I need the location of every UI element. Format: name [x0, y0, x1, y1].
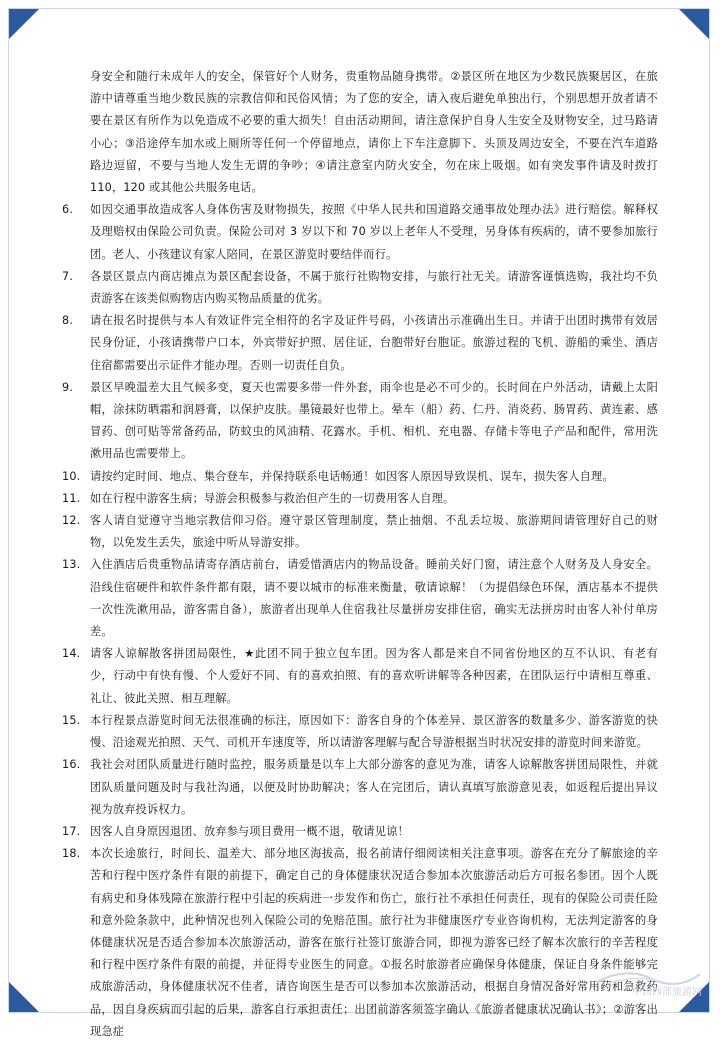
list-item	[62, 754, 658, 821]
item-text: 各景区景点内商店摊点为景区配套设备，不属于旅行社购物安排，与旅行社无关。请游客谨慎选购，我社均不负责游客在该类似购物店内购买物品质量的优劣。	[90, 269, 658, 306]
item-number: 8.	[62, 314, 74, 328]
list-item	[62, 510, 658, 554]
item-text: 因客人自身原因退团、放弃参与项目费用一概不退，敬请见谅！	[90, 824, 409, 838]
list-item	[62, 554, 658, 643]
item-text: 请在报名时提供与本人有效证件完全相符的名字及证件号码，小孩请出示准确出生日。并请于出团时携带有效居民身份证，小孩请携带户口本，外宾带好护照、居住证，台胞带好台胞证。旅游过程的飞机、游船的乘坐、酒店住宿都需要出示证件才能办理。否则一切责任自负。	[90, 314, 658, 372]
list-item	[62, 199, 658, 266]
item-number: 7.	[62, 269, 74, 283]
item-text: 景区早晚温差大且气候多变，夏天也需要多带一件外套，雨伞也是必不可少的。长时间在户外活动，请戴上太阳帽，涂抹防晒霜和润唇膏，以保护皮肤。墨镜最好也带上。晕车（船）药、仁丹、消炎药、肠胃药、黄连素、感冒药、创可贴等常备药品，防蚊虫的风油精、花露水。手机、相机、充电器、存储卡等电子产品和配件，常用洗漱用品也需要带上。	[90, 380, 658, 461]
item-text: 如在行程中游客生病；导游会积极参与救治但产生的一切费用客人自理。	[90, 491, 455, 505]
list-item	[62, 821, 658, 843]
list-item	[62, 643, 658, 710]
item-number: 9.	[62, 380, 74, 394]
list-item	[62, 488, 658, 510]
item-number: 13.	[62, 558, 81, 572]
item-text: 请客人谅解散客拼团局限性，★此团不同于独立包车团。因为客人都是来自不同省份地区的互不认识、有老有少，行动中有快有慢、个人爱好不同、有的喜欢拍照、有的喜欢听讲解等各种因素，在团队运行中请相互尊重、礼让、彼此关照、相互理解。	[90, 647, 658, 705]
corner-ornament	[9, 9, 39, 39]
wave-logo-icon	[592, 969, 702, 987]
list-item	[62, 843, 658, 1043]
item-number: 14.	[62, 647, 81, 661]
item-number: 16.	[62, 758, 81, 772]
list-item	[62, 466, 658, 488]
item-text: 客人请自觉遵守当地宗教信仰习俗。遵守景区管理制度，禁止抽烟、不乱丢垃圾、旅游期间请管理好自己的财物，以免发生丢失，旅途中听从导游安排。	[90, 514, 658, 550]
item-text: 如因交通事故造成客人身体伤害及财物损失，按照《中华人民共和国道路交通事故处理办法》进行赔偿。解释权及理赔权由保险公司负责。保险公司对 3 岁以下和 70 岁以上老年人不受理，另身体有疾病的，请不要参加旅行团。老人、小孩建议有家人陪同，在景区游览时要结伴而行。	[90, 203, 658, 261]
item-number: 17.	[62, 824, 81, 838]
list-item	[62, 710, 658, 754]
item-text: 本次长途旅行，时间长、温差大、部分地区海拔高，报名前请仔细阅读相关注意事项。游客在充分了解旅途的辛苦和行程中医疗条件有限的前提下，确定自己的身体健康状况适合参加本次旅游活动后方可报名参团。因个人既有病史和身体残障在旅游行程中引起的疾病进一步发作和伤亡，旅行社不承担任何责任，现有的保险公司责任险和意外险条款中，此种情况也列入保险公司的免赔范围。旅行社为非健康医疗专业咨询机构，无法判定游客的身体健康状况是否适合参加本次旅游活动，游客在旅行社签订旅游合同，即视为游客已经了解本次旅行的辛苦程度和行程中医疗条件有限的前提，并征得专业医生的同意。①报名时旅游者应确保身体健康，保证自身条件能够完成旅游活动，身体健康状况不佳者，请咨询医生是否可以参加本次旅游活动，根据自身情况备好常用药和急救药品，因自身疾病而引起的后果，游客自行承担责任；出团前游客须签字确认《旅游者健康状况确认书》；②游客出现急症	[90, 847, 658, 1038]
notice-list	[62, 199, 658, 1043]
item-text: 我社会对团队质量进行随时监控，服务质量是以车上大部分游客的意见为准，请客人谅解散客拼团局限性，并就团队质量问题及时与我社沟通，以便及时协助解决；客人在完团后，请认真填写旅游意见表，如返程后提出异议视为放弃投诉权力。	[90, 758, 658, 816]
item-number: 11.	[62, 491, 81, 505]
item-text: 请按约定时间、地点、集合登车，并保持联系电话畅通！如因客人原因导致误机、误车，损失客人自理。	[90, 469, 614, 483]
watermark-logo	[582, 969, 702, 1005]
item-text: 本行程景点游览时间无法很准确的标注，原因如下：游客自身的个体差异、景区游客的数量多少、游客游览的快慢、沿途观光拍照、天气、司机开车速度等，所以请游客理解与配合导游根据当时状况安排的游览时间来游览。	[90, 713, 658, 750]
list-item	[62, 310, 658, 377]
list-item	[62, 377, 658, 466]
item-number: 12.	[62, 514, 81, 528]
watermark-text: 中国西部旅游网	[632, 987, 702, 998]
item-number: 10.	[62, 469, 81, 483]
item-number: 6.	[62, 203, 74, 217]
corner-ornament	[679, 9, 709, 39]
corner-ornament	[9, 982, 39, 1012]
document-body	[62, 66, 658, 1043]
item-number: 18.	[62, 847, 81, 861]
item-text: 入住酒店后贵重物品请寄存酒店前台，请爱惜酒店内的物品设备。睡前关好门窗，请注意个人财务及人身安全。沿线住宿硬件和软件条件都有限，请不要以城市的标准来衡量，敬请谅解！（为提倡绿色环保，酒店基本不提供一次性洗漱用品，游客需自备），旅游者出现单人住宿我社尽量拼房安排住宿，确实无法拼房时由客人补付单房差。	[90, 558, 658, 639]
intro-paragraph: 身安全和随行未成年人的安全，保管好个人财务，贵重物品随身携带。②景区所在地区为少数民族聚居区，在旅游中请尊重当地少数民族的宗教信仰和民俗风情；为了您的安全，请入夜后避免单独出行，个别思想开放者请不要在景区有所作为以免造成不必要的重大损失！自由活动期间，请注意保护自身人生安全及财物安全，过马路请小心；③沿途停车加水或上厕所等任何一个停留地点，请你上下车注意脚下、头顶及周边安全，不要在汽车道路路边逗留，不要与当地人发生无谓的争吵；④请注意室内防火安全，勿在床上吸烟。如有突发事件请及时拨打 110，120 或其他公共服务电话。	[90, 70, 658, 195]
list-item	[62, 266, 658, 310]
item-number: 15.	[62, 713, 81, 727]
